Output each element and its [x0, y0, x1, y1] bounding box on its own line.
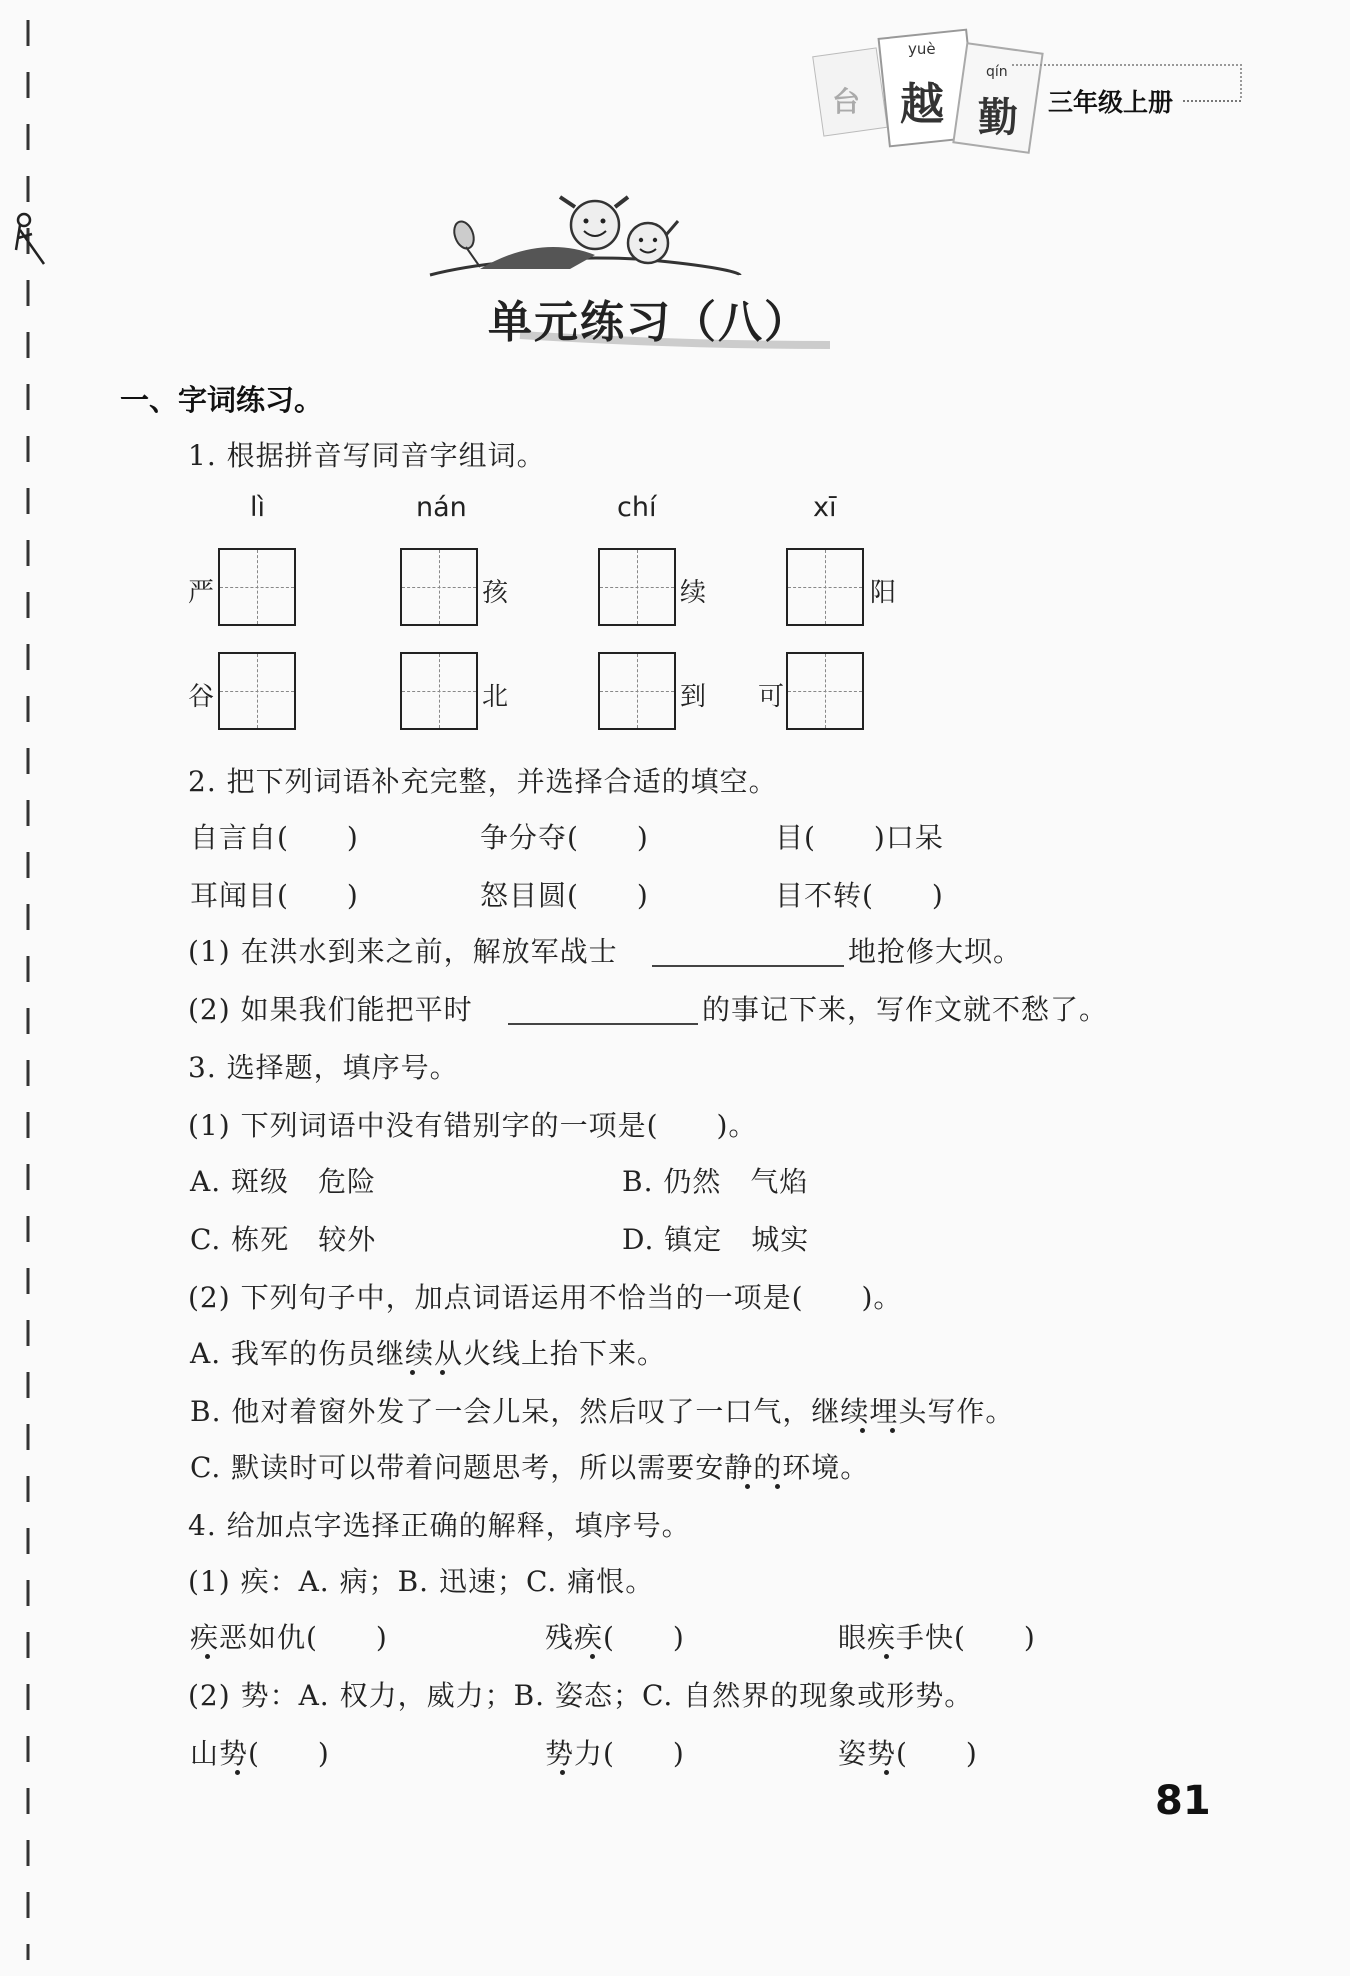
grade-divider — [1183, 100, 1241, 102]
emphasis-dot — [590, 1654, 595, 1659]
stamp-pinyin-qin: qín — [986, 64, 1008, 80]
page-number: 81 — [1155, 1778, 1211, 1824]
stamp-char-yue: 越 — [900, 79, 944, 130]
pinyin-xi: xī — [813, 492, 837, 523]
q2-title: 2. 把下列词语补充完整，并选择合适的填空。 — [188, 765, 778, 798]
stamp-char-qin: 勤 — [978, 94, 1018, 141]
grid-char: 严 — [188, 578, 215, 608]
emphasis-dot — [884, 1770, 889, 1775]
unit-title: 单元练习（八） — [488, 297, 810, 348]
q4-item: 残疾( ) — [545, 1621, 685, 1654]
scissors-icon — [16, 214, 44, 264]
idiom: 怒目圆( ) — [480, 879, 649, 912]
q4-item: 姿势( ) — [838, 1737, 978, 1770]
q3-prompt-2: (2) 下列句子中，加点词语运用不恰当的一项是( )。 — [188, 1281, 903, 1314]
pinyin-nan: nán — [416, 492, 467, 523]
q3-title: 3. 选择题，填序号。 — [188, 1051, 459, 1084]
tianzi-grid[interactable] — [218, 652, 296, 730]
emphasis-dot — [560, 1770, 565, 1775]
pinyin-chi: chí — [617, 492, 657, 523]
tianzi-grid[interactable] — [218, 548, 296, 626]
idiom: 争分夺( ) — [480, 821, 649, 854]
emphasis-dot — [860, 1428, 865, 1433]
grid-char: 孩 — [482, 578, 509, 608]
q1-title: 1. 根据拼音写同音字组词。 — [188, 439, 546, 472]
grid-char: 谷 — [188, 682, 215, 712]
option-d: D. 镇定 城实 — [622, 1223, 810, 1256]
q2-sentence-1-end: 地抢修大坝。 — [848, 935, 1023, 968]
pinyin-li: lì — [250, 492, 266, 523]
stamp-pinyin-yue: yuè — [908, 40, 936, 58]
q4-item: 眼疾手快( ) — [838, 1621, 1036, 1654]
idiom: 耳闻目( ) — [190, 879, 359, 912]
q3-prompt-1: (1) 下列词语中没有错别字的一项是( )。 — [188, 1109, 758, 1142]
emphasis-dot — [884, 1654, 889, 1659]
idiom: 目不转( ) — [775, 879, 944, 912]
cut-line — [0, 0, 60, 1976]
sentence-c: C. 默读时可以带着问题思考，所以需要安静的环境。 — [190, 1451, 870, 1484]
grid-char: 阳 — [870, 578, 897, 608]
emphasis-dot — [410, 1370, 415, 1375]
tianzi-grid[interactable] — [598, 548, 676, 626]
section-title: 一、字词练习。 — [120, 383, 324, 417]
sentence-a: A. 我军的伤员继续从火线上抬下来。 — [190, 1337, 667, 1370]
tianzi-grid[interactable] — [786, 548, 864, 626]
tianzi-grid[interactable] — [786, 652, 864, 730]
sentence-b: B. 他对着窗外发了一会儿呆，然后叹了一口气，继续埋头写作。 — [190, 1395, 1015, 1428]
option-a: A. 斑级 危险 — [190, 1165, 377, 1198]
answer-blank[interactable] — [652, 964, 844, 967]
idiom: 自言自( ) — [190, 821, 359, 854]
q2-sentence-1-start: (1) 在洪水到来之前，解放军战士 — [188, 935, 618, 968]
q2-sentence-2-start: (2) 如果我们能把平时 — [188, 993, 473, 1026]
q4-item: 疾恶如仇( ) — [190, 1621, 388, 1654]
tianzi-grid[interactable] — [400, 652, 478, 730]
option-b: B. 仍然 气焰 — [622, 1165, 809, 1198]
q4-item: 势力( ) — [545, 1737, 685, 1770]
emphasis-dot — [775, 1484, 780, 1489]
option-c: C. 栋死 较外 — [190, 1223, 377, 1256]
tianzi-grid[interactable] — [598, 652, 676, 730]
idiom: 目( )口呆 — [775, 821, 944, 854]
tianzi-grid[interactable] — [400, 548, 478, 626]
grid-char: 可 — [758, 682, 785, 712]
grid-char: 续 — [680, 578, 707, 608]
emphasis-dot — [440, 1370, 445, 1375]
emphasis-dot — [890, 1428, 895, 1433]
q4-definition-2: (2) 势：A. 权力，威力；B. 姿态；C. 自然界的现象或形势。 — [188, 1679, 974, 1712]
stamp-char-left: 台 — [832, 85, 861, 118]
q2-sentence-2-end: 的事记下来，写作文就不愁了。 — [702, 993, 1109, 1026]
emphasis-dot — [235, 1770, 240, 1775]
q4-definition-1: (1) 疾：A. 病；B. 迅速；C. 痛恨。 — [188, 1565, 655, 1598]
grade-label: 三年级上册 — [1048, 88, 1174, 117]
grid-char: 北 — [482, 682, 509, 712]
answer-blank[interactable] — [508, 1022, 698, 1025]
q4-title: 4. 给加点字选择正确的解释，填序号。 — [188, 1509, 691, 1542]
emphasis-dot — [205, 1654, 210, 1659]
grid-char: 到 — [680, 682, 707, 712]
q4-item: 山势( ) — [190, 1737, 330, 1770]
emphasis-dot — [745, 1484, 750, 1489]
